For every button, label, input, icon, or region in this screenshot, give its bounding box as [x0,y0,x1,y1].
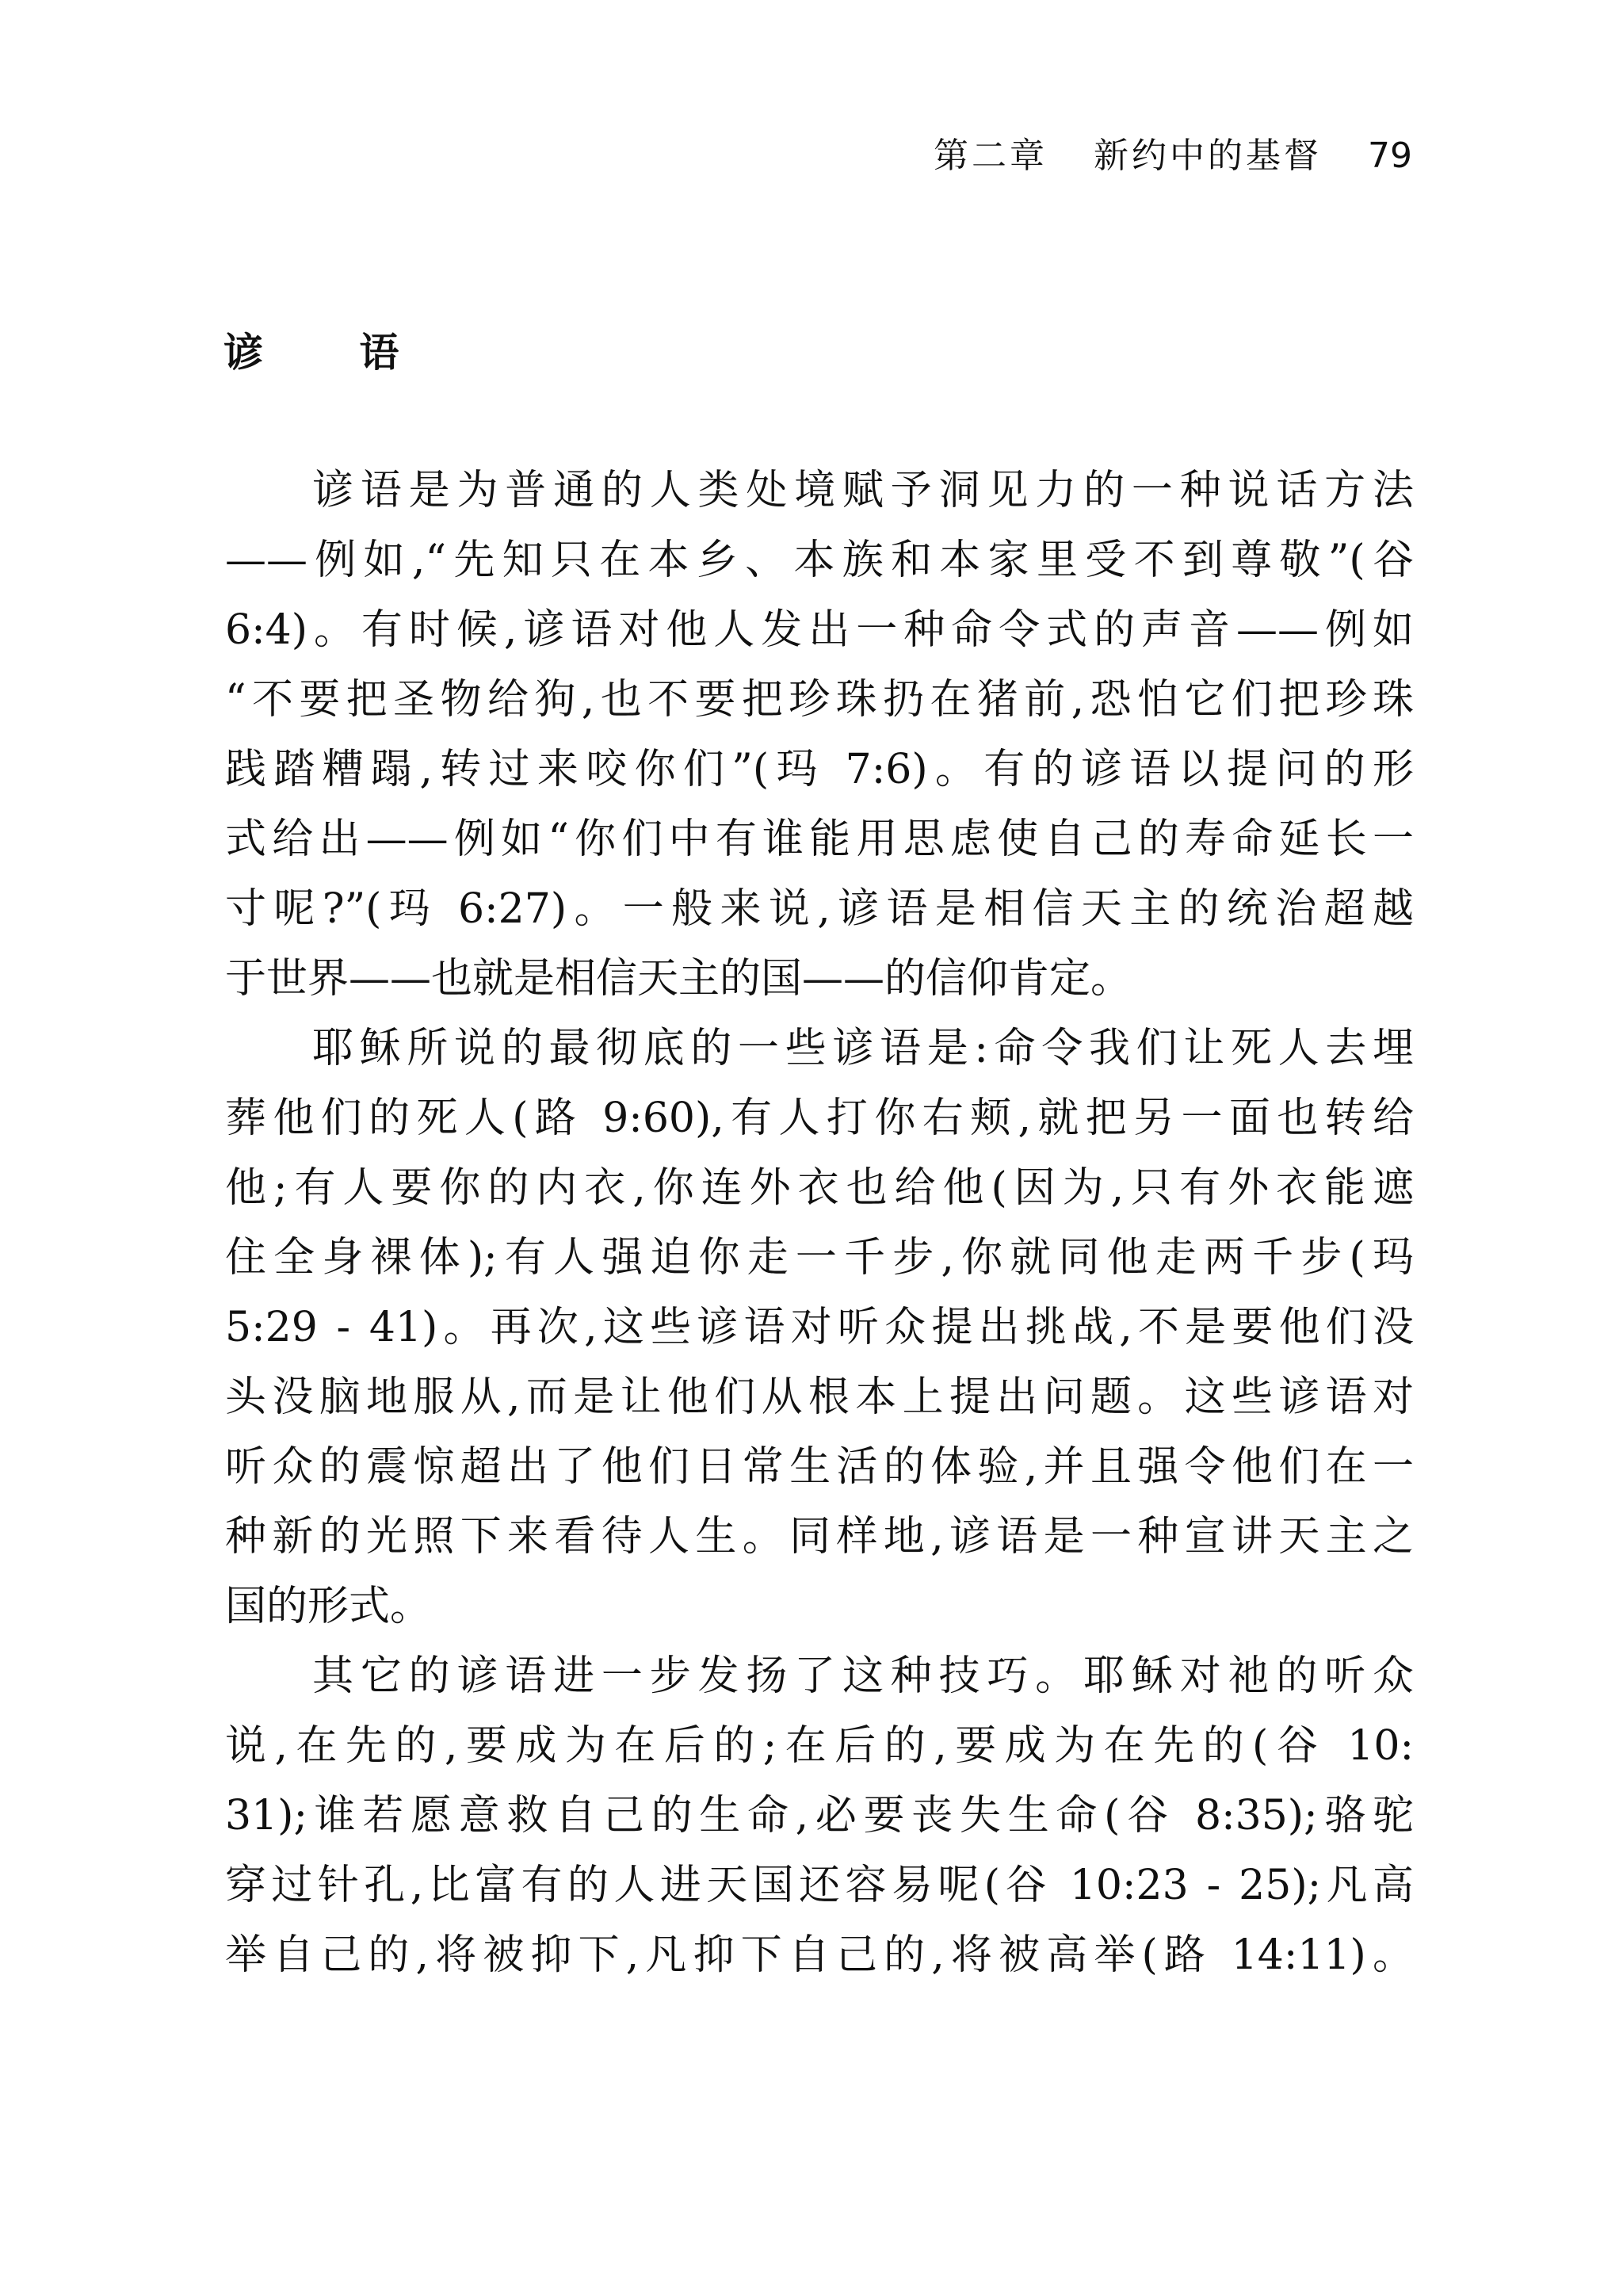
text-line: 31);谁若愿意救自己的生命,必要丧失生命(谷 8:35);骆驼 [225,1792,1414,1839]
chapter-label: 第二章 [934,136,1048,176]
text-line: 寸呢?”(玛 6:27)。一般来说,谚语是相信天主的统治超越 [225,885,1414,933]
text-line: 举自己的,将被抑下,凡抑下自己的,将被高举(路 14:11)。 [225,1931,1414,1979]
text-line: 其它的谚语进一步发扬了这种技巧。耶稣对祂的听众 [312,1652,1414,1700]
body-text [225,456,1414,1990]
text-line: 践踏糟蹋,转过来咬你们”(玛 7:6)。有的谚语以提问的形 [225,746,1414,793]
paragraph-3 [225,1641,1414,1990]
text-line: 式给出——例如“你们中有谁能用思虑使自己的寿命延长一 [225,816,1414,863]
running-head [934,127,1412,178]
text-line: ——例如,“先知只在本乡、本族和本家里受不到尊敬”(谷 [225,537,1414,584]
text-line: 他;有人要你的内衣,你连外衣也给他(因为,只有外衣能遮 [225,1164,1414,1212]
paragraph-1 [225,456,1414,1014]
text-line: 葬他们的死人(路 9:60),有人打你右颊,就把另一面也转给 [225,1095,1414,1142]
text-line: “不要把圣物给狗,也不要把珍珠扔在猪前,恐怕它们把珍珠 [225,676,1414,724]
text-line: 耶稣所说的最彻底的一些谚语是:命令我们让死人去埋 [312,1025,1414,1072]
page-number: 79 [1368,136,1412,176]
text-line: 说,在先的,要成为在后的;在后的,要成为在先的(谷 10: [225,1722,1414,1770]
text-line: 6:4)。有时候,谚语对他人发出一种命令式的声音——例如 [225,606,1414,654]
text-line: 穿过针孔,比富有的人进天国还容易呢(谷 10:23 - 25);凡高 [225,1862,1414,1909]
text-line: 国的形式。 [225,1583,432,1630]
paragraph-2 [225,1014,1414,1641]
text-line: 住全身裸体);有人强迫你走一千步,你就同他走两千步(玛 [225,1234,1414,1282]
section-heading: 谚 语 [223,329,441,376]
text-line: 于世界——也就是相信天主的国——的信仰肯定。 [225,955,1132,1003]
text-line: 5:29 - 41)。再次,这些谚语对听众提出挑战,不是要他们没 [225,1304,1414,1351]
text-line: 头没脑地服从,而是让他们从根本上提出问题。这些谚语对 [225,1373,1414,1421]
text-line: 听众的震惊超出了他们日常生活的体验,并且强令他们在一 [225,1443,1414,1491]
text-line: 谚语是为普通的人类处境赋予洞见力的一种说话方法 [312,467,1414,514]
text-line: 种新的光照下来看待人生。同样地,谚语是一种宣讲天主之 [225,1513,1414,1561]
chapter-title: 新约中的基督 [1094,136,1322,176]
